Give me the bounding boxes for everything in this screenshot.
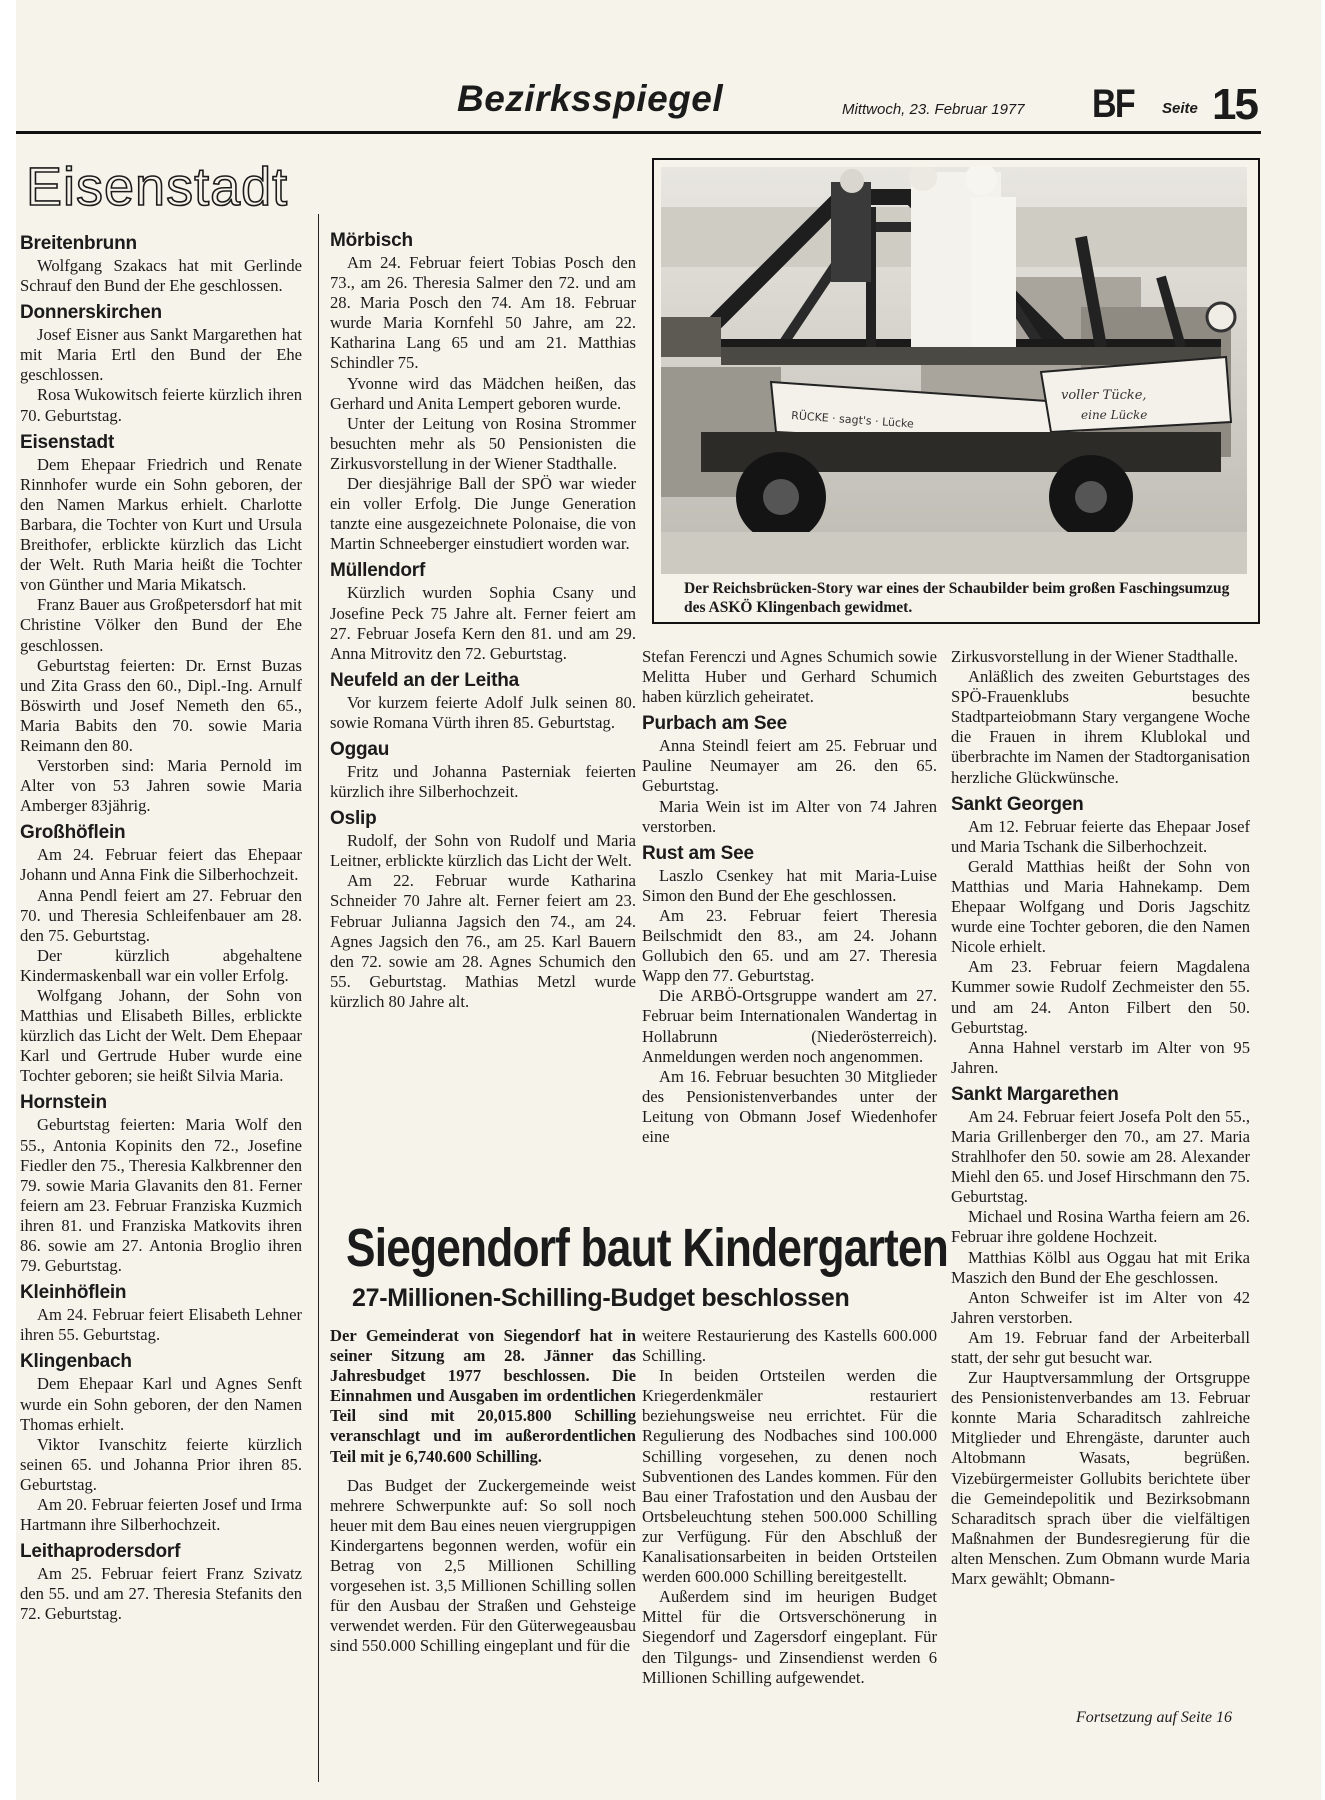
news-paragraph: Am 25. Februar feiert Franz Szivatz den 55. und am 27. Theresia Stefanits den 72. Geburtstag. <box>20 1564 302 1624</box>
location-heading: Müllendorf <box>330 560 426 582</box>
svg-text:RÜCKE · sagt's · Lücke: RÜCKE · sagt's · Lücke <box>790 409 915 431</box>
news-paragraph: Wolfgang Johann, der Sohn von Matthias und Elisabeth Billes, erblickte kürzlich das Licht der Welt. Dem Ehepaar Karl und Gertrude Huber wurde eine Tochter geboren; sie heißt Silvia Maria. <box>20 986 302 1086</box>
photo-frame <box>652 158 1260 624</box>
location-heading: Sankt Margarethen <box>951 1083 1119 1105</box>
news-paragraph: Anton Schweifer ist im Alter von 42 Jahren verstorben. <box>951 1287 1250 1327</box>
column-divider <box>318 214 319 1782</box>
photo-caption: Der Reichsbrücken-Story war eines der Schaubilder beim großen Faschingsumzug des ASKÖ Klingenbach gewidmet. <box>684 580 1230 616</box>
news-paragraph: Anna Pendl feiert am 27. Februar den 70. und Theresia Schleifenbauer am 28. den 75. Geburtstag. <box>20 885 302 945</box>
location-heading: Leithaprodersdorf <box>20 1541 181 1563</box>
news-paragraph: Am 16. Februar besuchten 30 Mitglieder des Pensionistenverbandes unter der Leitung von Obmann Josef Wiedenhofer eine <box>642 1066 937 1146</box>
news-paragraph: Wolfgang Szakacs hat mit Gerlinde Schrauf den Bund der Ehe geschlossen. <box>20 256 302 296</box>
section-header-title: Bezirksspiegel <box>457 78 724 119</box>
article-headline: Siegendorf baut Kindergarten <box>346 1218 948 1278</box>
news-paragraph: Viktor Ivanschitz feierte kürzlich seinen 65. und Johanna Prior ihren 85. Geburtstag. <box>20 1434 302 1494</box>
location-heading: Breitenbrunn <box>20 233 137 254</box>
article-column-a <box>330 1326 636 1657</box>
news-paragraph: Geburtstag feierten: Maria Wolf den 55., Antonia Kopinits den 72., Josefine Fiedler den 75., Theresia Kalkbrenner den 79. sowie Maria Glavanits den 81. Ferner feiern am 23. Februar Franziska Kuzmich ihren 81. und Franziska Matkovits ihren 86. sowie am 27. Antonia Broglio ihren 79. Geburtstag. <box>20 1115 302 1276</box>
location-heading: Klingenbach <box>20 1351 132 1373</box>
column-4 <box>951 647 1250 1589</box>
news-paragraph: Matthias Kölbl aus Oggau hat mit Erika Maszich den Bund der Ehe geschlossen. <box>951 1247 1250 1287</box>
article-column-b <box>642 1326 937 1688</box>
location-heading: Mörbisch <box>330 230 413 251</box>
news-paragraph: Am 19. Februar fand der Arbeiterball statt, der sehr gut besucht war. <box>951 1327 1250 1367</box>
newspaper-page <box>16 0 1321 1800</box>
news-paragraph: Stefan Ferenczi und Agnes Schumich sowie Melitta Huber und Gerhard Schumich haben kürzlich geheiratet. <box>642 647 937 707</box>
news-paragraph: Maria Wein ist im Alter von 74 Jahren verstorben. <box>642 796 937 836</box>
news-paragraph: Am 23. Februar feiert Theresia Beilschmidt den 83., am 24. Johann Gollubich den 65. und am 27. Theresia Wapp den 77. Geburtstag. <box>642 905 937 986</box>
news-paragraph: Dem Ehepaar Karl und Agnes Senft wurde ein Sohn geboren, der den Namen Thomas erhielt. <box>20 1374 302 1434</box>
news-paragraph: Der diesjährige Ball der SPÖ war wieder ein voller Erfolg. Die Junge Generation tanzte eine ausgezeichnete Polonaise, die von Martin Schneeberger einstudiert worden war. <box>330 474 636 554</box>
news-paragraph: Die ARBÖ-Ortsgruppe wandert am 27. Februar beim Internationalen Wandertag in Hollabrunn (Niederösterreich). Anmeldungen werden noch angenommen. <box>642 986 937 1066</box>
news-paragraph: Am 20. Februar feierten Josef und Irma Hartmann ihre Silberhochzeit. <box>20 1494 302 1535</box>
news-paragraph: Laszlo Csenkey hat mit Maria-Luise Simon den Bund der Ehe geschlossen. <box>642 865 937 905</box>
svg-text:eine Lücke: eine Lücke <box>1081 408 1148 422</box>
masthead <box>16 0 1321 140</box>
news-paragraph: Zur Hauptversammlung der Ortsgruppe des Pensionistenverbandes am 13. Februar konnte Maria Scharaditsch zahlreiche Mitglieder und Ehrengäste, darunter auch Altobmann Wasats, begrüßen. Vizebürgermeister Gollubits berichtete über die Gemeindepolitik und Bezirksobmann Scharaditsch sprach über die vielfältigen Maßnahmen der Bundesregierung für die alten Menschen. Zum Obmann wurde Maria Marx gewählt; Obmann- <box>951 1368 1250 1589</box>
news-paragraph: Unter der Leitung von Rosina Strommer besuchten mehr als 50 Pensionisten die Zirkusvorstellung in der Wiener Stadthalle. <box>330 413 636 473</box>
location-heading: Eisenstadt <box>20 431 115 453</box>
news-paragraph: Zirkusvorstellung in der Wiener Stadthalle. <box>951 647 1239 666</box>
news-paragraph: Am 22. Februar wurde Katharina Schneider 70 Jahre alt. Ferner feiert am 23. Februar Julianna Jagsich den 74., am 24. Agnes Jagsich den 76., am 25. Karl Bauern den 72. sowie am 28. Agnes Schumich den 55. Geburtstag. Mathias Metzl wurde kürzlich 80 Jahre alt. <box>330 871 636 1011</box>
svg-text:voller Tücke,: voller Tücke, <box>1061 388 1147 403</box>
location-heading: Neufeld an der Leitha <box>330 669 520 691</box>
news-paragraph: Am 23. Februar feiern Magdalena Kummer sowie Rudolf Zechmeister den 55. und am 24. Anton Filbert den 50. Geburtstag. <box>951 957 1250 1037</box>
news-paragraph: Gerald Matthias heißt der Sohn von Matthias und Maria Hahnekamp. Dem Ehepaar Wolfgang und Doris Jagschitz wurde eine Tochter geboren, die den Namen Nicole erhielt. <box>951 856 1250 957</box>
location-heading: Oggau <box>330 738 390 760</box>
masthead-rule <box>16 131 1261 134</box>
news-paragraph: Der kürzlich abgehaltene Kindermaskenball war ein voller Erfolg. <box>20 945 302 985</box>
location-heading: Großhöflein <box>20 822 126 844</box>
location-heading: Sankt Georgen <box>951 793 1084 815</box>
newspaper-logo: BF <box>1092 82 1134 126</box>
article-subheadline: 27-Millionen-Schilling-Budget beschlossen <box>352 1284 850 1312</box>
news-paragraph: Anna Steindl feiert am 25. Februar und Pauline Neumayer am 26. den 65. Geburtstag. <box>642 736 937 796</box>
column-2 <box>330 230 636 1012</box>
section-title: Eisenstadt <box>26 157 289 217</box>
news-paragraph: Kürzlich wurden Sophia Csany und Josefine Peck 75 Jahre alt. Ferner feiert am 27. Februar Josefa Kern den 81. und am 29. Anna Mitrovitz den 72. Geburtstag. <box>330 583 636 663</box>
news-paragraph: Yvonne wird das Mädchen heißen, das Gerhard und Anita Lempert geboren wurde. <box>330 373 636 413</box>
location-heading: Purbach am See <box>642 713 788 735</box>
news-paragraph: Fritz und Johanna Pasterniak feierten kürzlich ihre Silberhochzeit. <box>330 761 636 802</box>
issue-date: Mittwoch, 23. Februar 1977 <box>842 101 1025 118</box>
article-paragraph: Das Budget der Zuckergemeinde weist mehrere Schwerpunkte auf: So soll noch heuer mit dem Bau eines neuen viergruppigen Kindergartens begonnen werden, wofür ein Betrag von 2,5 Millionen Schilling vorgesehen ist. 3,5 Millionen Schilling sollen für den Ausbau der Straßen und Gehsteige verwendet werden. Für den Güterwegeausbau sind 550.000 Schilling eingeplant und für die <box>330 1475 636 1656</box>
article-lead: Der Gemeinderat von Siegendorf hat in seiner Sitzung am 28. Jänner das Jahresbudget 1977 beschlossen. Die Einnahmen und Ausgaben im ordentlichen Teil sind mit 20,015.800 Schilling veranschlagt und im außerordentlichen Teil mit je 6,740.600 Schilling. <box>330 1326 636 1466</box>
parade-float-photo <box>661 167 1247 574</box>
location-heading: Donnerskirchen <box>20 302 162 324</box>
news-paragraph: Michael und Rosina Wartha feiern am 26. Februar ihre goldene Hochzeit. <box>951 1207 1250 1247</box>
news-paragraph: Dem Ehepaar Friedrich und Renate Rinnhofer wurde ein Sohn geboren, der den Namen Markus erhielt. Charlotte Barbara, die Tochter von Kurt und Ursula Breithofer, erblickte kürzlich das Licht der Welt. Ruth Maria heißt die Tochter von Günther und Maria Mikatsch. <box>20 454 302 595</box>
news-paragraph: Vor kurzem feierte Adolf Julk seinen 80. sowie Romana Vürth ihren 85. Geburtstag. <box>330 692 636 732</box>
article-paragraph: In beiden Ortsteilen werden die Kriegerdenkmäler restauriert beziehungsweise neu errichtet. Für die Regulierung des Nodbaches sind 100.000 Schilling vorgesehen, zu denen noch Subventionen des Landes kommen. Für den Bau einer Trafostation und den Ausbau der Ortsbeleuchtung stehen 500.000 Schilling zur Verfügung. Für den Abschluß der Kanalisationsarbeiten in beiden Ortsteilen werden 600.000 Schilling bereitgestellt. <box>642 1366 937 1587</box>
continuation-note: Fortsetzung auf Seite 16 <box>1076 1709 1232 1726</box>
news-paragraph: Rudolf, der Sohn von Rudolf und Maria Leitner, erblickte kürzlich das Licht der Welt. <box>330 831 636 871</box>
news-paragraph: Am 24. Februar feiert Josefa Polt den 55., Maria Grillenberger den 70., am 27. Maria Strahlhofer den 50. sowie am 28. Alexander Miehl den 65. und Josef Hirschmann den 75. Geburtstag. <box>951 1106 1250 1207</box>
news-paragraph: Am 12. Februar feierte das Ehepaar Josef und Maria Tschank die Silberhochzeit. <box>951 816 1250 856</box>
news-paragraph: Am 24. Februar feiert Elisabeth Lehner ihren 55. Geburtstag. <box>20 1305 302 1345</box>
location-heading: Oslip <box>330 808 377 830</box>
news-paragraph: Anläßlich des zweiten Geburtstages des SPÖ-Frauenklubs besuchte Stadtparteiobmann Stary vergangene Woche die Frauen in ihrem Klublokal und überbrachte im Namen der Stadtorganisation herzliche Glückwünsche. <box>951 667 1250 787</box>
location-heading: Hornstein <box>20 1092 107 1114</box>
article-paragraph: weitere Restaurierung des Kastells 600.000 Schilling. <box>642 1326 937 1366</box>
page-label: Seite <box>1162 100 1198 117</box>
news-paragraph: Josef Eisner aus Sankt Margarethen hat mit Maria Ertl den Bund der Ehe geschlossen. <box>20 325 302 385</box>
news-paragraph: Am 24. Februar feiert Tobias Posch den 73., am 26. Theresia Salmer den 72. und am 28. Maria Posch den 74. Am 18. Februar wurde Maria Kornfehl 50 Jahre, am 22. Katharina Lang 65 und am 21. Matthias Schindler 75. <box>330 253 636 373</box>
location-heading: Kleinhöflein <box>20 1282 127 1304</box>
location-heading: Rust am See <box>642 842 754 864</box>
news-paragraph: Anna Hahnel verstarb im Alter von 95 Jahren. <box>951 1037 1250 1077</box>
news-paragraph: Rosa Wukowitsch feierte kürzlich ihren 70. Geburtstag. <box>20 385 302 425</box>
column-1 <box>20 233 302 1624</box>
news-paragraph: Am 24. Februar feiert das Ehepaar Johann und Anna Fink die Silberhochzeit. <box>20 845 302 885</box>
news-paragraph: Franz Bauer aus Großpetersdorf hat mit Christine Völker den Bund der Ehe geschlossen. <box>20 595 302 655</box>
column-3 <box>642 647 937 1147</box>
news-paragraph: Verstorben sind: Maria Pernold im Alter von 53 Jahren sowie Maria Amberger 83jährig. <box>20 756 302 816</box>
news-paragraph: Geburtstag feierten: Dr. Ernst Buzas und Zita Grass den 60., Dipl.-Ing. Arnulf Böswirth und Josef Nemeth den 65., Maria Babits den 70. sowie Maria Reimann den 80. <box>20 655 302 755</box>
page-number: 15 <box>1212 80 1257 129</box>
article-paragraph: Außerdem sind im heurigen Budget Mittel für die Ortsverschönerung in Siegendorf und Zagersdorf eingeplant. Für den Tilgungs- und Zinsendienst werden 6 Millionen Schilling aufgewendet. <box>642 1587 937 1687</box>
